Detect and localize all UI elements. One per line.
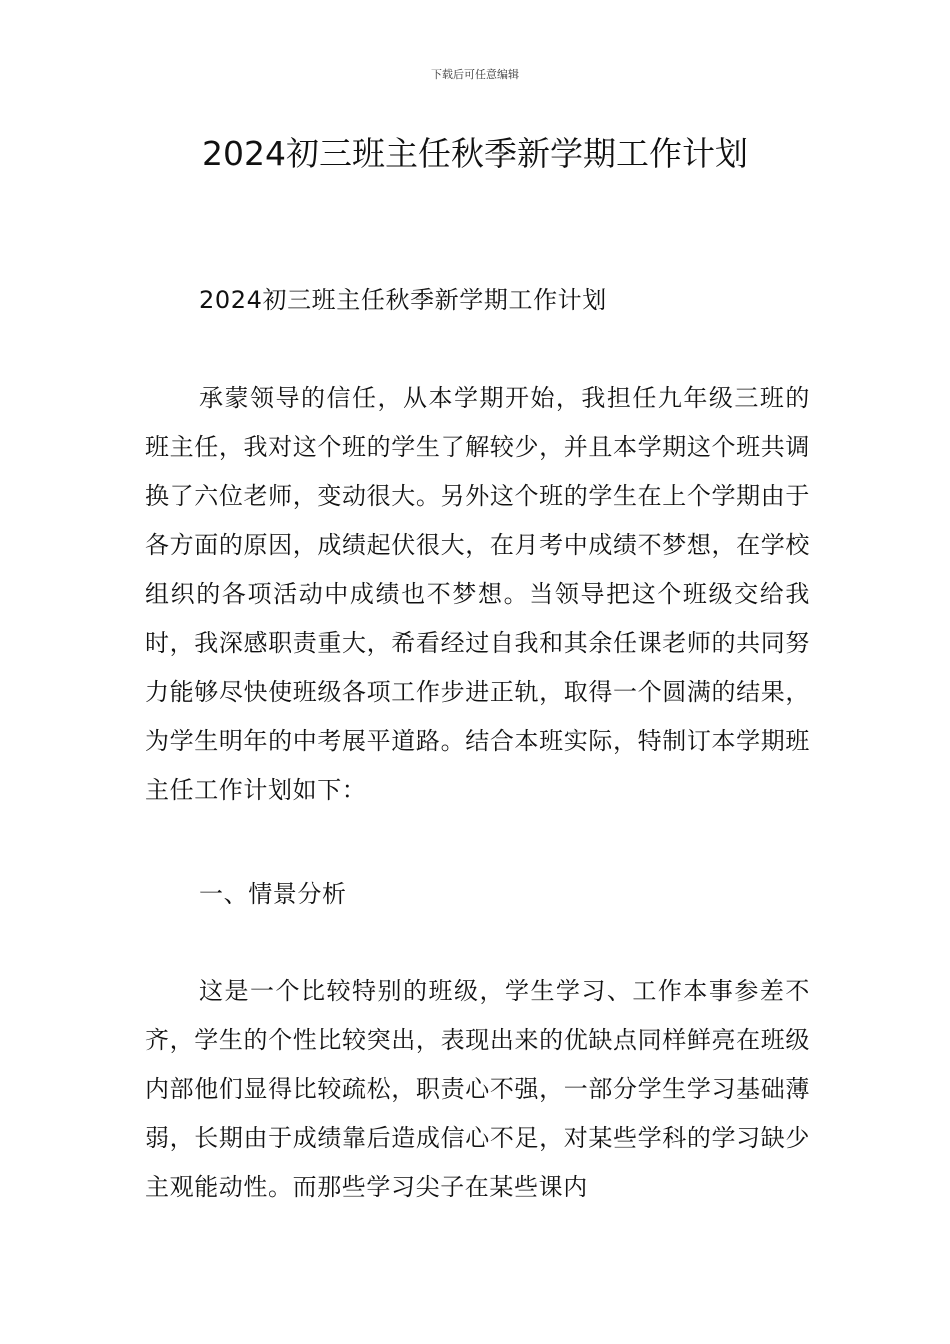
section-heading-situation-analysis: 一、情景分析 — [199, 880, 347, 908]
document-title: 2024初三班主任秋季新学期工作计划 — [202, 134, 748, 173]
header-note: 下载后可任意编辑 — [431, 68, 519, 81]
paragraph-situation-analysis: 这是一个比较特别的班级，学生学习、工作本事参差不齐，学生的个性比较突出，表现出来的优缺点同样鲜亮在班级内部他们显得比较疏松，职责心不强，一部分学生学习基础薄弱，长期由于成绩靠后造成信心不足，对某些学科的学习缺少主观能动性。而那些学习尖子在某些课内 — [145, 977, 810, 1201]
paragraph-intro: 承蒙领导的信任，从本学期开始，我担任九年级三班的班主任，我对这个班的学生了解较少，并且本学期这个班共调换了六位老师，变动很大。另外这个班的学生在上个学期由于各方面的原因，成绩起伏很大，在月考中成绩不梦想，在学校组织的各项活动中成绩也不梦想。当领导把这个班级交给我时，我深感职责重大，希看经过自我和其余任课老师的共同努力能够尽快使班级各项工作步进正轨，取得一个圆满的结果，为学生明年的中考展平道路。结合本班实际，特制订本学期班主任工作计划如下： — [145, 384, 810, 804]
document-subtitle: 2024初三班主任秋季新学期工作计划 — [199, 286, 607, 314]
